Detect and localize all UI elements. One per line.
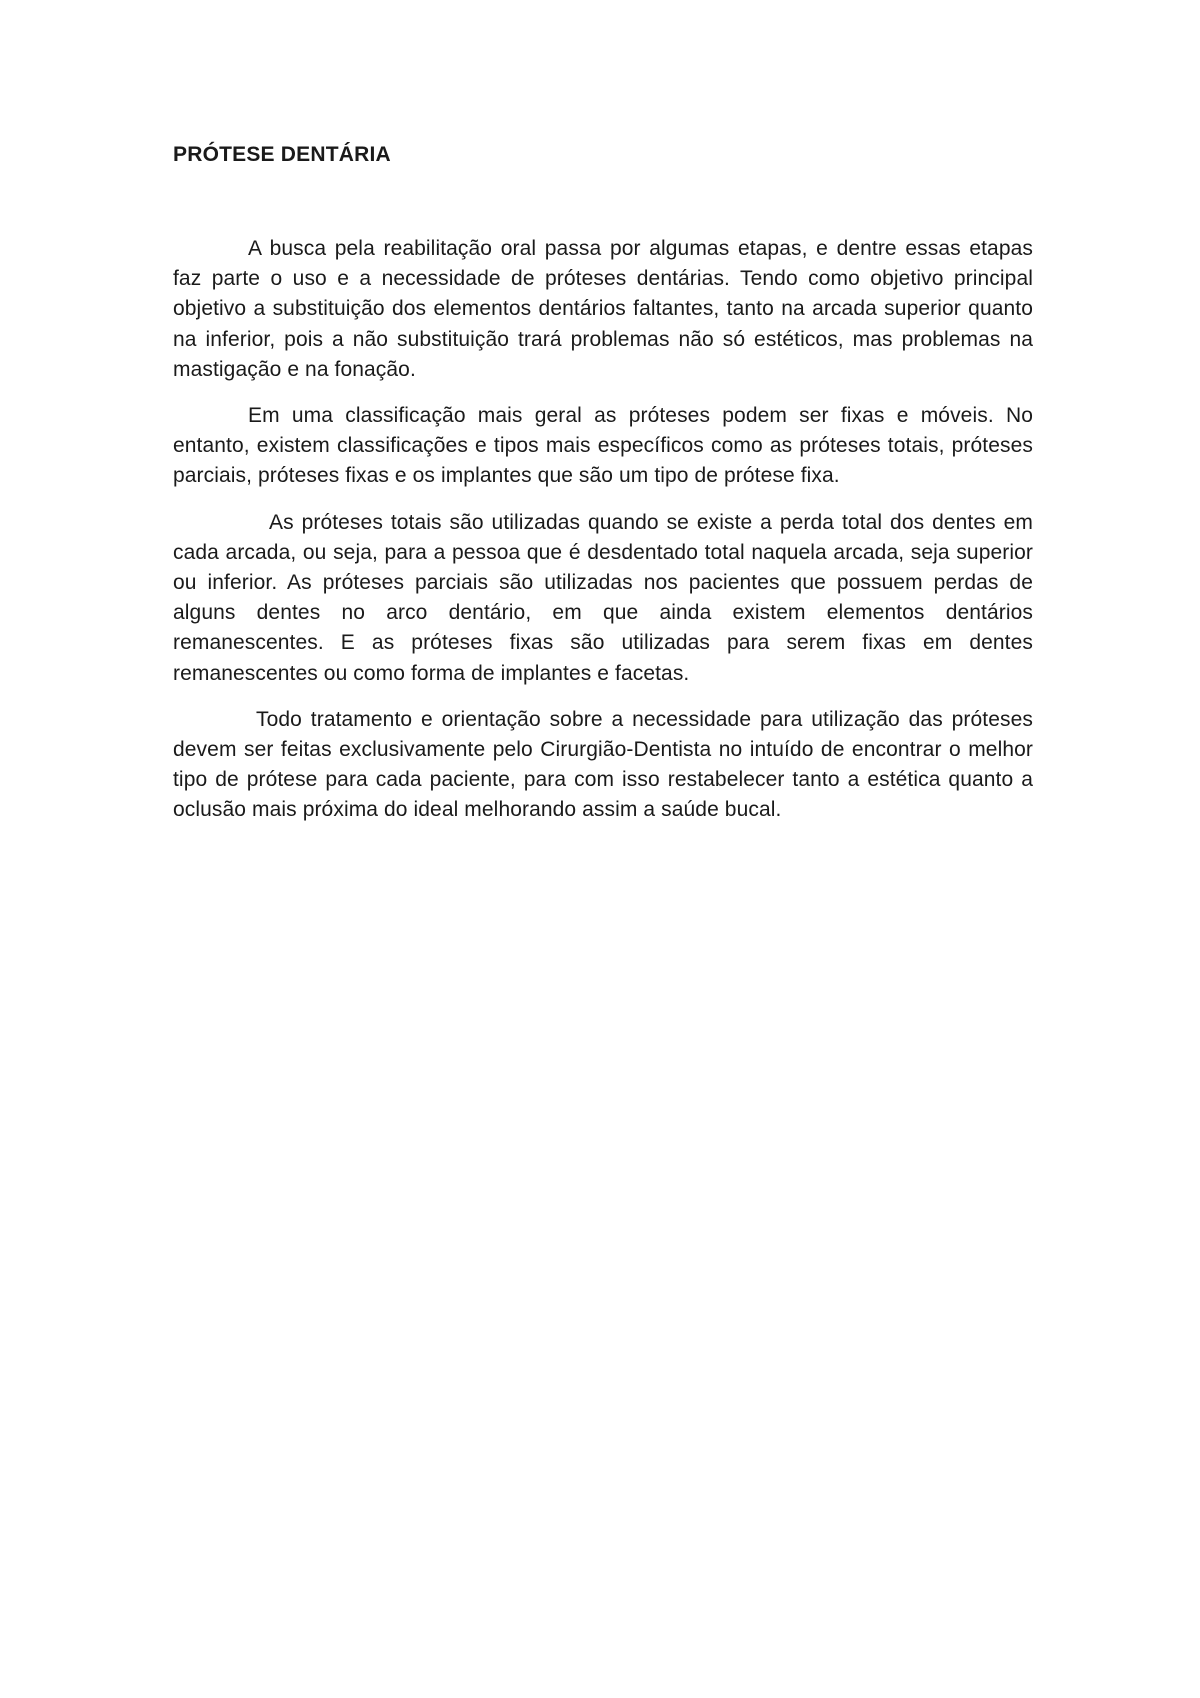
paragraph-4: Todo tratamento e orientação sobre a necessidade para utilização das próteses devem ser feitas exclusivamente pelo Cirurgião-Dentista no intuído de encontrar o melhor tipo de prótese para cada paciente, para com isso restabelecer tanto a estética quanto a oclusão mais próxima do ideal melhorando assim a saúde bucal. bbox=[173, 707, 1033, 822]
document-title: PRÓTESE DENTÁRIA bbox=[173, 143, 391, 166]
paragraph-2: Em uma classificação mais geral as próteses podem ser fixas e móveis. No entanto, existem classificações e tipos mais específicos como as próteses totais, próteses parciais, próteses fixas e os implantes que são um tipo de prótese fixa. bbox=[173, 404, 1033, 488]
document-body bbox=[173, 234, 1033, 826]
paragraph-1: A busca pela reabilitação oral passa por algumas etapas, e dentre essas etapas faz parte o uso e a necessidade de próteses dentárias. Tendo como objetivo principal objetivo a substituição dos elementos dentários faltantes, tanto na arcada superior quanto na inferior, pois a não substituição trará problemas não só estéticos, mas problemas na mastigação e na fonação. bbox=[173, 237, 1033, 381]
paragraph-3: As próteses totais são utilizadas quando se existe a perda total dos dentes em cada arcada, ou seja, para a pessoa que é desdentado total naquela arcada, seja superior ou inferior. As próteses parciais são utilizadas nos pacientes que possuem perdas de alguns dentes no arco dentário, em que ainda existem elementos dentários remanescentes. E as próteses fixas são utilizadas para serem fixas em dentes remanescentes ou como forma de implantes e facetas. bbox=[173, 510, 1033, 685]
document-content bbox=[173, 140, 1033, 842]
